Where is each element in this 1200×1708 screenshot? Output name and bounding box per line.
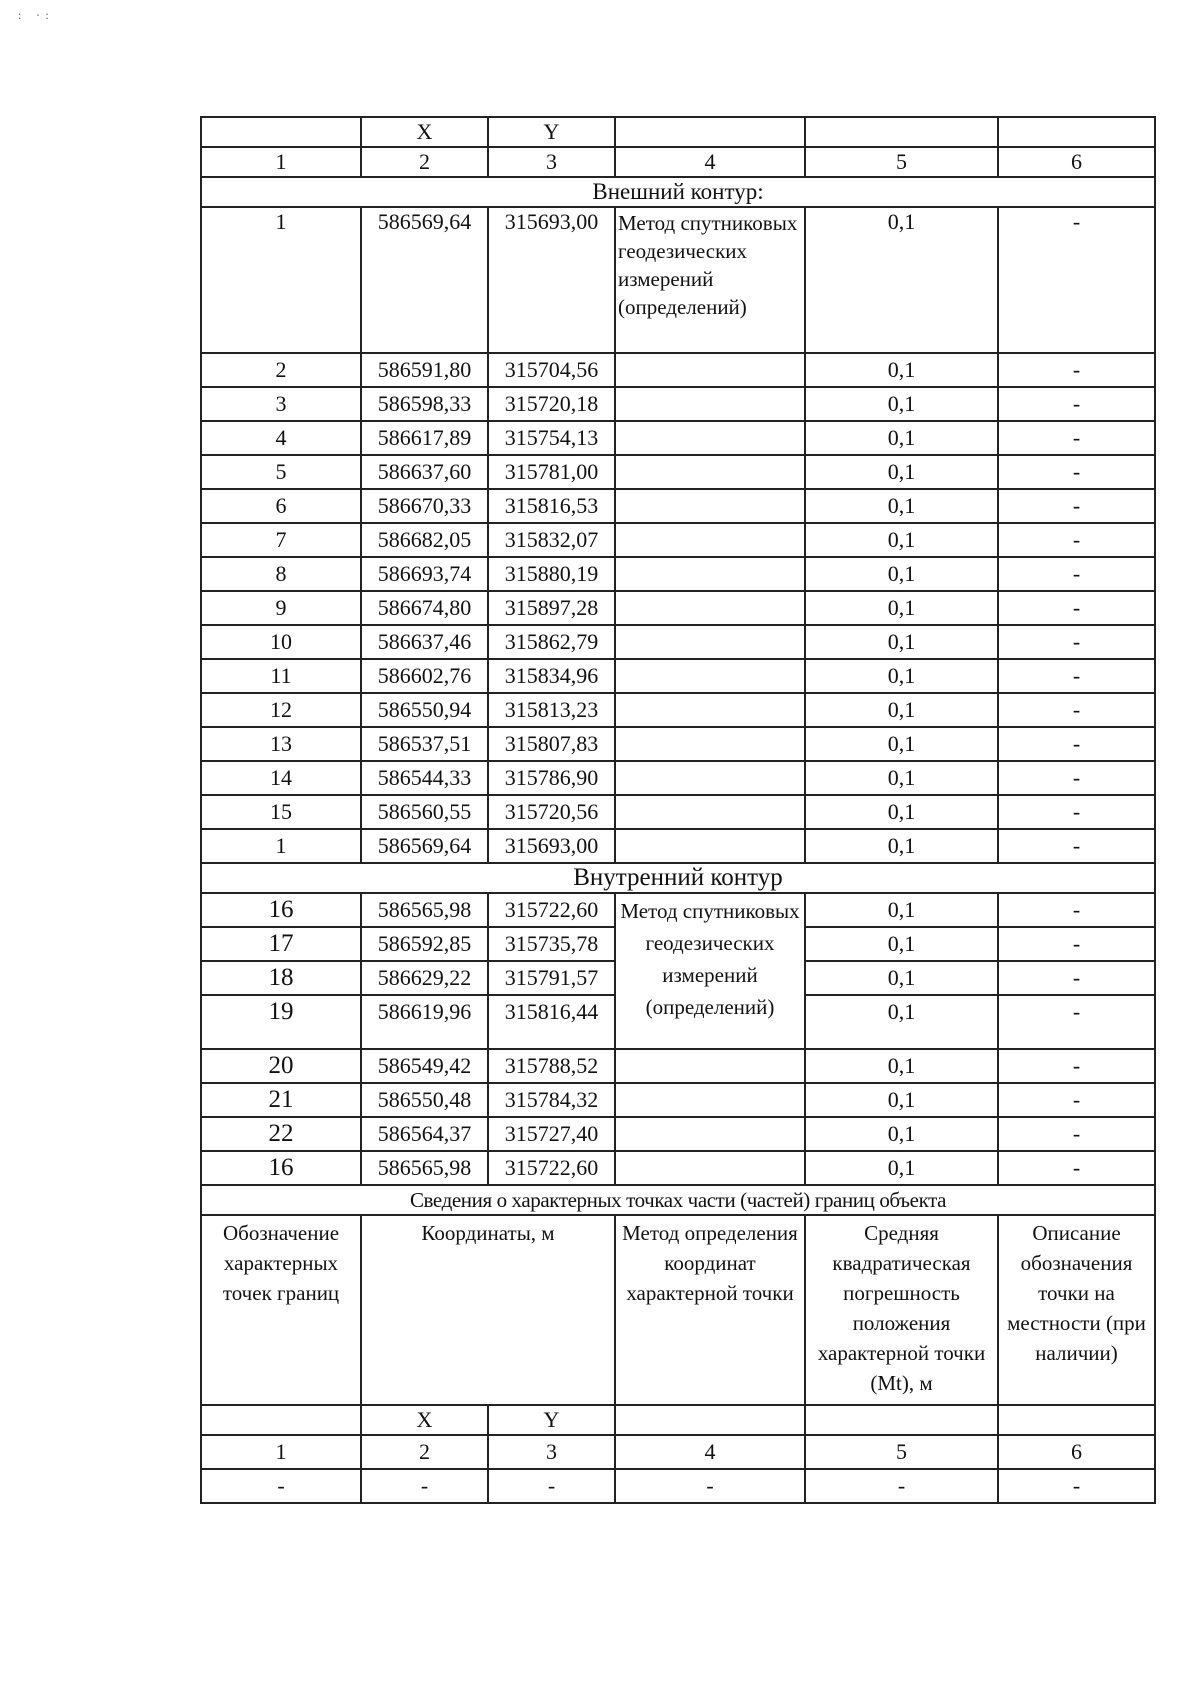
table-row [201, 1117, 1155, 1151]
coord-y: 315791,57 [488, 961, 615, 995]
mt-value: 0,1 [805, 591, 998, 625]
mt-value: 0,1 [805, 961, 998, 995]
table-row [201, 207, 1155, 353]
point-number: 15 [201, 795, 361, 829]
coord-x: 586569,64 [361, 207, 488, 353]
outer-contour-title: Внешний контур: [201, 177, 1155, 207]
point-number: 11 [201, 659, 361, 693]
description: - [998, 961, 1155, 995]
mt-value: 0,1 [805, 1049, 998, 1083]
point-number: 5 [201, 455, 361, 489]
mt-value: 0,1 [805, 387, 998, 421]
dash-cell: - [998, 1469, 1155, 1503]
coord-y: 315862,79 [488, 625, 615, 659]
point-number: 7 [201, 523, 361, 557]
description: - [998, 1083, 1155, 1117]
coord-x: 586598,33 [361, 387, 488, 421]
coord-x: 586637,46 [361, 625, 488, 659]
description: - [998, 693, 1155, 727]
empty-cell [615, 727, 805, 761]
description: - [998, 387, 1155, 421]
coord-y: 315880,19 [488, 557, 615, 591]
description-header: Описание обозначения точки на местности (при наличии) [998, 1215, 1155, 1405]
mt-value: 0,1 [805, 207, 998, 353]
empty-cell [615, 523, 805, 557]
table-row [201, 659, 1155, 693]
method-cell: Метод спутниковых геодезических измерений (определений) [615, 207, 805, 353]
coord-x: 586591,80 [361, 353, 488, 387]
column-number: 1 [201, 147, 361, 177]
empty-cell [615, 455, 805, 489]
empty-cell [615, 489, 805, 523]
point-number: 4 [201, 421, 361, 455]
coord-y: 315784,32 [488, 1083, 615, 1117]
dash-cell: - [615, 1469, 805, 1503]
coord-y: 315807,83 [488, 727, 615, 761]
coord-y: 315816,44 [488, 995, 615, 1049]
empty-cell [805, 1405, 998, 1435]
column-numbers-row [201, 1435, 1155, 1469]
point-number: 13 [201, 727, 361, 761]
point-number: 6 [201, 489, 361, 523]
coord-x: 586560,55 [361, 795, 488, 829]
mt-value: 0,1 [805, 761, 998, 795]
coord-y: 315816,53 [488, 489, 615, 523]
mt-value: 0,1 [805, 625, 998, 659]
mt-value: 0,1 [805, 489, 998, 523]
coordinates-header: Координаты, м [361, 1215, 615, 1405]
table-row [201, 523, 1155, 557]
description: - [998, 761, 1155, 795]
designation-header: Обозначение характерных точек границ [201, 1215, 361, 1405]
coord-x: 586674,80 [361, 591, 488, 625]
coord-x: 586569,64 [361, 829, 488, 863]
point-number: 22 [201, 1117, 361, 1151]
coord-y: 315735,78 [488, 927, 615, 961]
coord-x: 586550,48 [361, 1083, 488, 1117]
point-number: 8 [201, 557, 361, 591]
coord-x: 586670,33 [361, 489, 488, 523]
section-title-row [201, 177, 1155, 207]
column-number: 5 [805, 147, 998, 177]
coord-y: 315897,28 [488, 591, 615, 625]
x-header: X [361, 117, 488, 147]
table-row [201, 1083, 1155, 1117]
description: - [998, 659, 1155, 693]
coord-x: 586549,42 [361, 1049, 488, 1083]
mt-value: 0,1 [805, 1117, 998, 1151]
point-number: 16 [201, 893, 361, 927]
coord-x: 586550,94 [361, 693, 488, 727]
description: - [998, 625, 1155, 659]
point-number: 1 [201, 829, 361, 863]
coord-x: 586565,98 [361, 1151, 488, 1185]
description: - [998, 455, 1155, 489]
mt-value: 0,1 [805, 795, 998, 829]
table-row [201, 455, 1155, 489]
boundary-points-table [200, 116, 1156, 1504]
empty-cell [615, 829, 805, 863]
mt-header: Средняя квадратическая погрешность положения характерной точки (Mt), м [805, 1215, 998, 1405]
point-number: 16 [201, 1151, 361, 1185]
description: - [998, 353, 1155, 387]
description: - [998, 489, 1155, 523]
description: - [998, 591, 1155, 625]
empty-cell [615, 1117, 805, 1151]
table-row [201, 557, 1155, 591]
section-title-row [201, 1185, 1155, 1215]
mt-value: 0,1 [805, 523, 998, 557]
empty-cell [615, 1083, 805, 1117]
coord-y: 315693,00 [488, 829, 615, 863]
coord-x: 586544,33 [361, 761, 488, 795]
scan-specks: : ∙: [18, 8, 55, 22]
description: - [998, 421, 1155, 455]
empty-cell [615, 659, 805, 693]
mt-value: 0,1 [805, 1083, 998, 1117]
coord-x: 586564,37 [361, 1117, 488, 1151]
xy-header-row [201, 117, 1155, 147]
table-row [201, 1049, 1155, 1083]
empty-cell [615, 1405, 805, 1435]
empty-cell [615, 591, 805, 625]
empty-cell [615, 557, 805, 591]
description: - [998, 207, 1155, 353]
description: - [998, 1049, 1155, 1083]
mt-value: 0,1 [805, 893, 998, 927]
empty-cell [201, 1405, 361, 1435]
y-header: Y [488, 1405, 615, 1435]
column-number: 1 [201, 1435, 361, 1469]
empty-cell [805, 117, 998, 147]
coord-y: 315720,56 [488, 795, 615, 829]
empty-cell [615, 117, 805, 147]
empty-cell [615, 761, 805, 795]
mt-value: 0,1 [805, 927, 998, 961]
description: - [998, 1117, 1155, 1151]
coord-x: 586693,74 [361, 557, 488, 591]
coord-x: 586537,51 [361, 727, 488, 761]
column-number: 6 [998, 1435, 1155, 1469]
column-number: 3 [488, 147, 615, 177]
table-row [201, 353, 1155, 387]
section-title-row [201, 863, 1155, 893]
coord-x: 586629,22 [361, 961, 488, 995]
coord-x: 586602,76 [361, 659, 488, 693]
mt-value: 0,1 [805, 421, 998, 455]
description: - [998, 795, 1155, 829]
point-number: 18 [201, 961, 361, 995]
table-row [201, 693, 1155, 727]
mt-value: 0,1 [805, 995, 998, 1049]
coord-y: 315834,96 [488, 659, 615, 693]
coord-y: 315722,60 [488, 1151, 615, 1185]
coord-x: 586592,85 [361, 927, 488, 961]
coord-y: 315788,52 [488, 1049, 615, 1083]
table-row [201, 795, 1155, 829]
dash-cell: - [201, 1469, 361, 1503]
description: - [998, 523, 1155, 557]
description: - [998, 1151, 1155, 1185]
description: - [998, 927, 1155, 961]
description: - [998, 995, 1155, 1049]
coord-x: 586619,96 [361, 995, 488, 1049]
coord-x: 586637,60 [361, 455, 488, 489]
empty-cell [201, 117, 361, 147]
empty-cell [615, 387, 805, 421]
dash-cell: - [805, 1469, 998, 1503]
point-number: 19 [201, 995, 361, 1049]
empty-cell [615, 353, 805, 387]
column-number: 5 [805, 1435, 998, 1469]
coord-y: 315722,60 [488, 893, 615, 927]
coord-x: 586565,98 [361, 893, 488, 927]
empty-cell [615, 625, 805, 659]
dash-cell: - [361, 1469, 488, 1503]
point-number: 21 [201, 1083, 361, 1117]
table-row [201, 829, 1155, 863]
table-row [201, 1151, 1155, 1185]
coord-y: 315754,13 [488, 421, 615, 455]
point-number: 9 [201, 591, 361, 625]
column-number: 6 [998, 147, 1155, 177]
empty-cell [615, 1049, 805, 1083]
parts-section-title: Сведения о характерных точках части (частей) границ объекта [201, 1185, 1155, 1215]
inner-contour-title: Внутренний контур [201, 863, 1155, 893]
empty-cell [615, 1151, 805, 1185]
coord-x: 586617,89 [361, 421, 488, 455]
coord-x: 586682,05 [361, 523, 488, 557]
table-row [201, 1469, 1155, 1503]
empty-cell [615, 421, 805, 455]
point-number: 17 [201, 927, 361, 961]
coord-y: 315832,07 [488, 523, 615, 557]
table-row [201, 727, 1155, 761]
description: - [998, 727, 1155, 761]
description: - [998, 557, 1155, 591]
coord-y: 315693,00 [488, 207, 615, 353]
table-row [201, 893, 1155, 927]
table-row [201, 421, 1155, 455]
column-number: 4 [615, 1435, 805, 1469]
coord-y: 315704,56 [488, 353, 615, 387]
column-number: 4 [615, 147, 805, 177]
column-number: 2 [361, 1435, 488, 1469]
description: - [998, 829, 1155, 863]
mt-value: 0,1 [805, 353, 998, 387]
method-header: Метод определения координат характерной точки [615, 1215, 805, 1405]
mt-value: 0,1 [805, 659, 998, 693]
table-row [201, 591, 1155, 625]
mt-value: 0,1 [805, 727, 998, 761]
table-row [201, 387, 1155, 421]
coord-y: 315813,23 [488, 693, 615, 727]
point-number: 2 [201, 353, 361, 387]
mt-value: 0,1 [805, 693, 998, 727]
empty-cell [615, 693, 805, 727]
empty-cell [998, 117, 1155, 147]
mt-value: 0,1 [805, 557, 998, 591]
dash-cell: - [488, 1469, 615, 1503]
empty-cell [615, 795, 805, 829]
method-cell: Метод спутниковых геодезических измерений (определений) [615, 893, 805, 1049]
point-number: 14 [201, 761, 361, 795]
mt-value: 0,1 [805, 455, 998, 489]
x-header: X [361, 1405, 488, 1435]
point-number: 1 [201, 207, 361, 353]
point-number: 3 [201, 387, 361, 421]
xy-header-row [201, 1405, 1155, 1435]
column-number: 3 [488, 1435, 615, 1469]
column-number: 2 [361, 147, 488, 177]
y-header: Y [488, 117, 615, 147]
point-number: 20 [201, 1049, 361, 1083]
mt-value: 0,1 [805, 1151, 998, 1185]
coord-y: 315727,40 [488, 1117, 615, 1151]
point-number: 10 [201, 625, 361, 659]
table-row [201, 625, 1155, 659]
table-row [201, 489, 1155, 523]
coord-y: 315720,18 [488, 387, 615, 421]
coord-y: 315786,90 [488, 761, 615, 795]
table-row [201, 761, 1155, 795]
empty-cell [998, 1405, 1155, 1435]
column-numbers-row [201, 147, 1155, 177]
point-number: 12 [201, 693, 361, 727]
parts-header-row [201, 1215, 1155, 1405]
mt-value: 0,1 [805, 829, 998, 863]
coord-y: 315781,00 [488, 455, 615, 489]
description: - [998, 893, 1155, 927]
